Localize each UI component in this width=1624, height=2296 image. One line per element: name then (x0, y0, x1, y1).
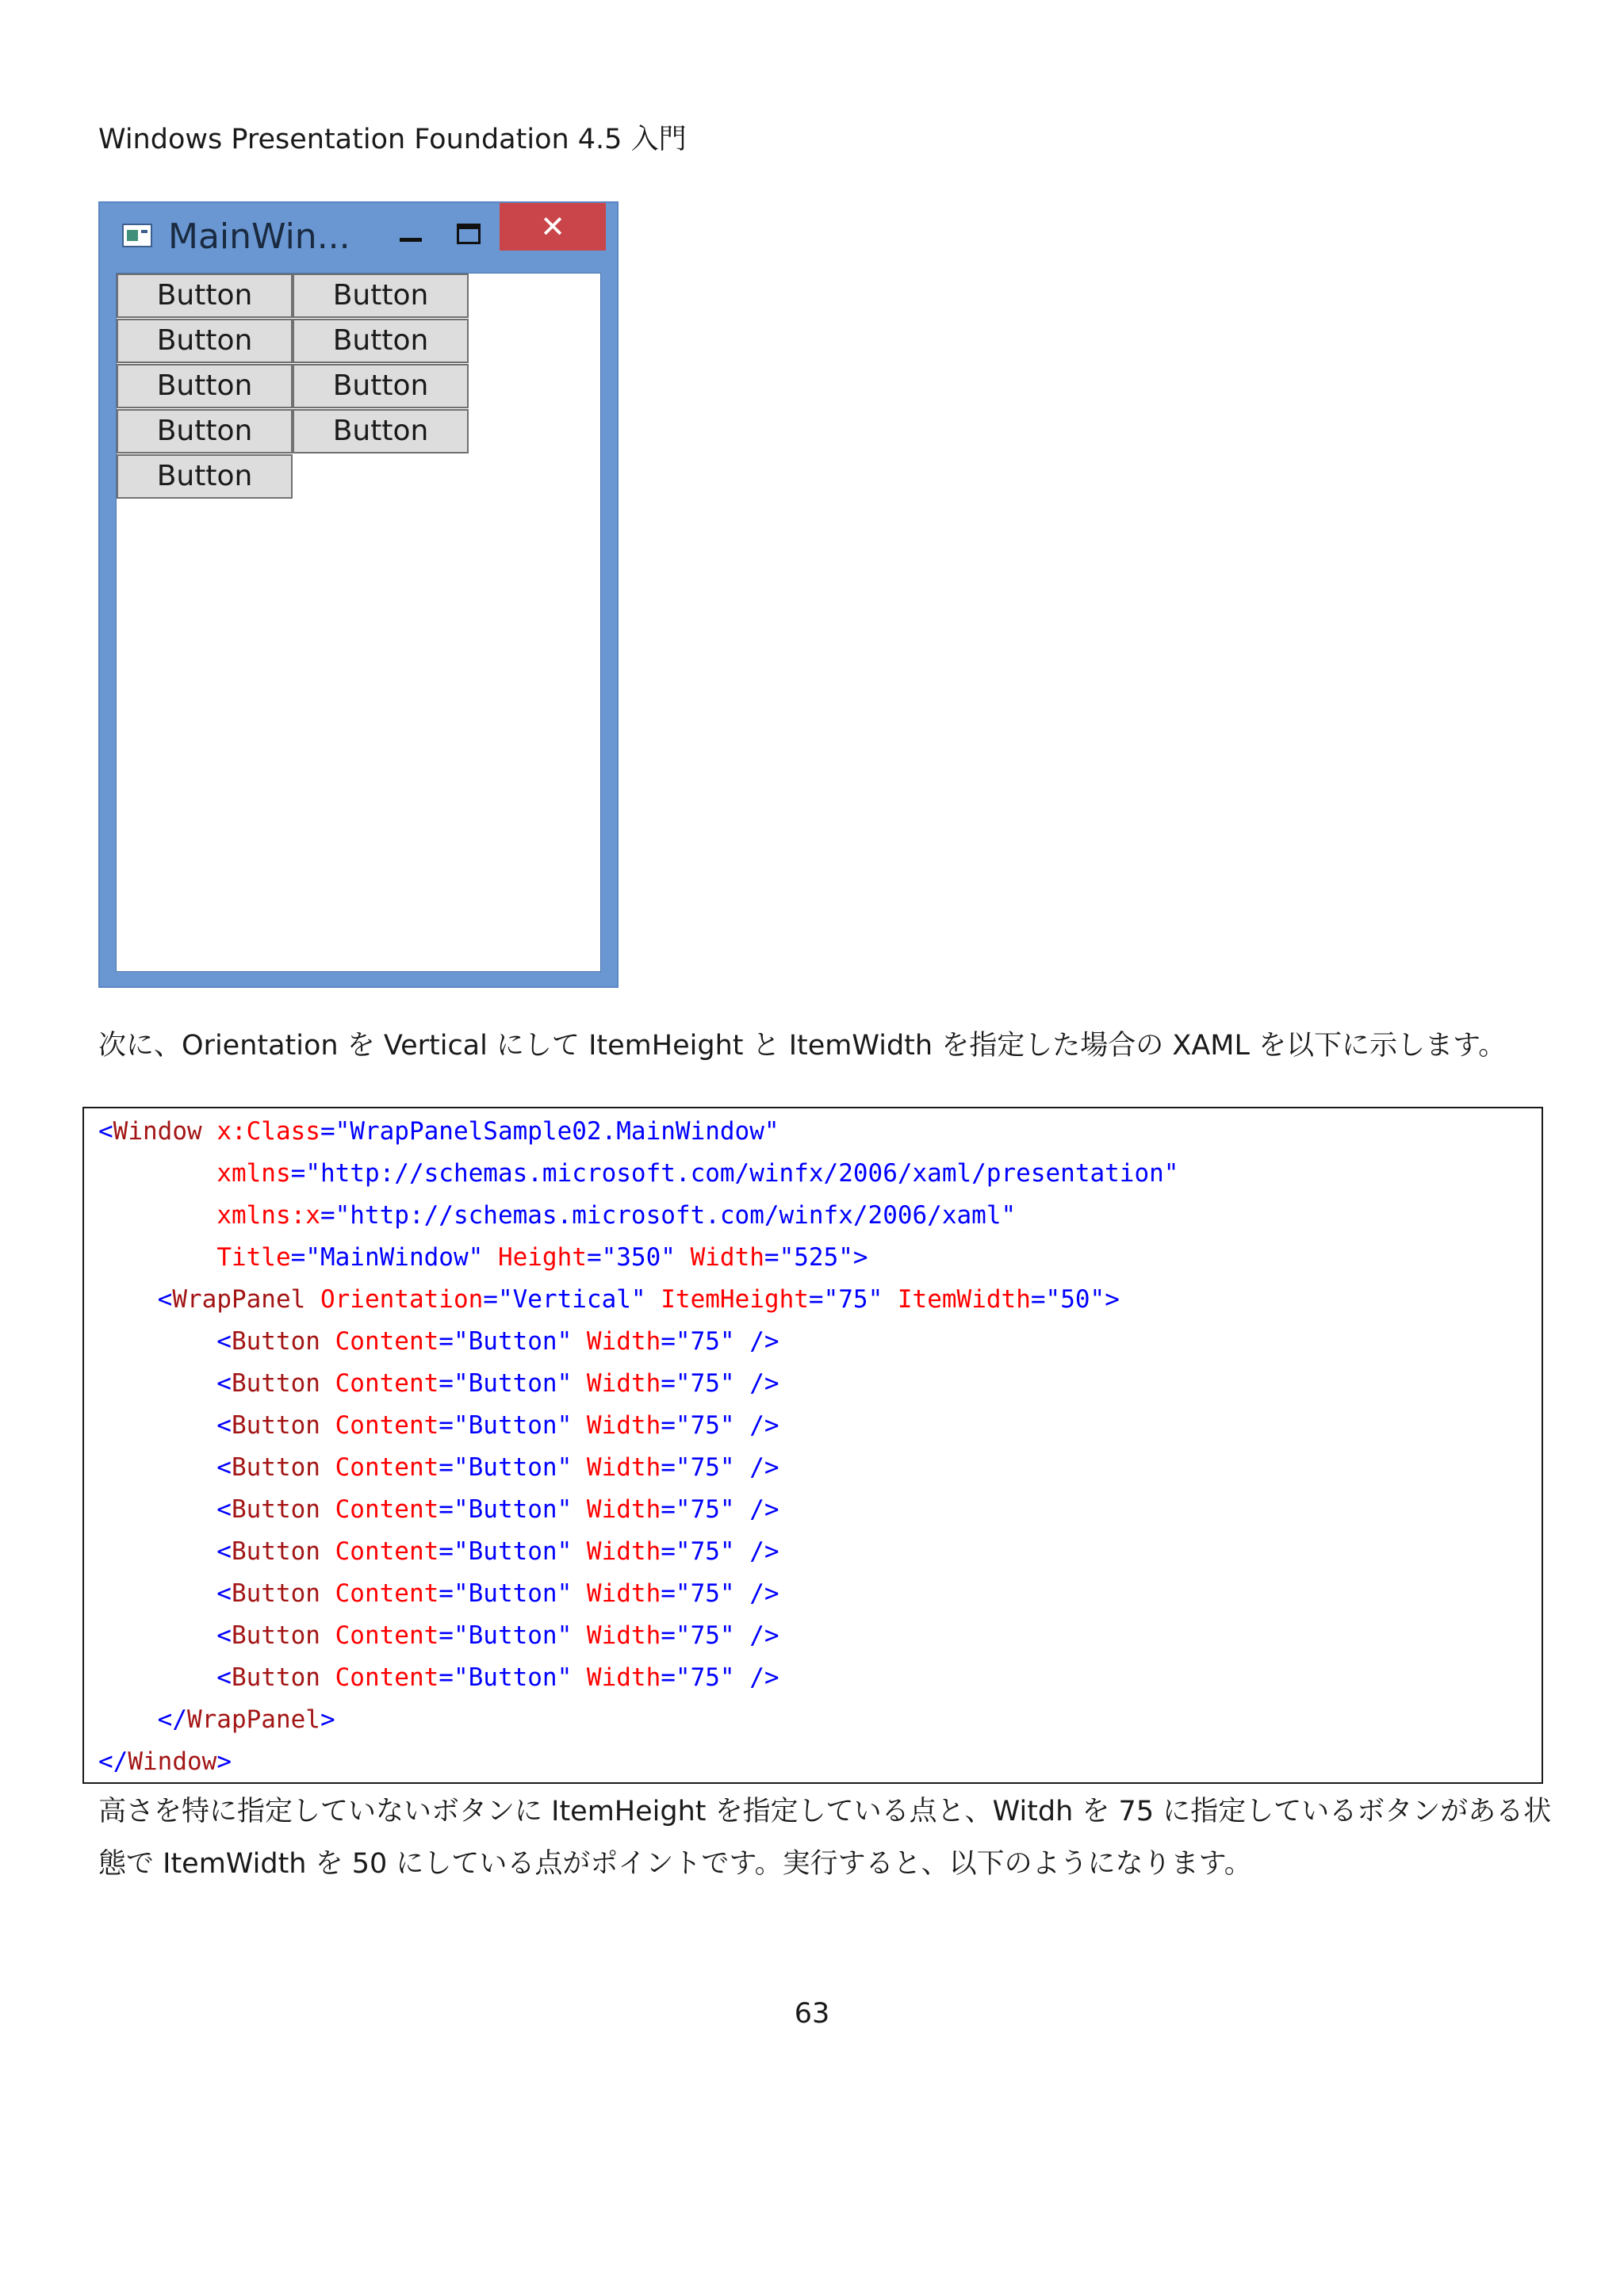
code-token: Button (231, 1327, 320, 1356)
code-token: "Button" (453, 1537, 573, 1566)
code-token: Button (231, 1537, 320, 1566)
wrap-panel-button[interactable]: Button (293, 319, 469, 363)
code-token: Title (216, 1243, 291, 1272)
code-token: < (98, 1495, 232, 1524)
code-token: "350" (601, 1243, 676, 1272)
code-line (98, 1657, 779, 1699)
code-token: WrapPanel (186, 1705, 320, 1734)
code-token: Height (483, 1243, 587, 1272)
code-token: = (661, 1495, 676, 1524)
code-token: Width (572, 1327, 661, 1356)
code-token: = (439, 1327, 454, 1356)
close-button[interactable]: ✕ (500, 203, 606, 251)
window-title: MainWin... (168, 216, 350, 257)
code-token: Width (572, 1621, 661, 1650)
running-header: Windows Presentation Foundation 4.5 入門 (98, 124, 687, 155)
code-token: "Button" (453, 1663, 573, 1692)
code-token: = (661, 1621, 676, 1650)
code-line (98, 1615, 779, 1657)
code-token: WrapPanel (172, 1285, 306, 1314)
code-token: = (586, 1243, 602, 1272)
code-token: Window (113, 1117, 202, 1146)
code-token: < (98, 1537, 232, 1566)
explanation-line-1: 高さを特に指定していないボタンに ItemHeight を指定している点と、Witdh を 75 に指定しているボタンがある状 (98, 1796, 1552, 1827)
code-token: "Button" (453, 1327, 573, 1356)
code-token: "75" (675, 1579, 735, 1608)
code-token: Button (231, 1495, 320, 1524)
code-token: = (439, 1537, 454, 1566)
explanation-line-2: 態で ItemWidth を 50 にしている点がポイントです。実行すると、以下のようになります。 (98, 1848, 1252, 1880)
code-token: = (439, 1369, 454, 1398)
code-token: = (661, 1327, 676, 1356)
code-token: "75" (675, 1663, 735, 1692)
code-token: = (661, 1411, 676, 1440)
code-token: Content (320, 1327, 439, 1356)
code-token: < (98, 1579, 232, 1608)
code-token: Width (572, 1453, 661, 1482)
code-token: Content (320, 1411, 439, 1440)
code-token: Content (320, 1495, 439, 1524)
code-token: = (661, 1537, 676, 1566)
code-token: Content (320, 1453, 439, 1482)
xaml-code-listing (82, 1107, 1543, 1784)
wrap-panel-button[interactable]: Button (117, 364, 293, 408)
code-token: Button (231, 1453, 320, 1482)
code-token: = (439, 1579, 454, 1608)
code-token: Content (320, 1663, 439, 1692)
code-token: Button (231, 1663, 320, 1692)
code-token: "75" (823, 1285, 883, 1314)
code-token: > (1105, 1285, 1120, 1314)
code-token: = (808, 1285, 824, 1314)
code-token: "75" (675, 1369, 735, 1398)
code-token: Button (231, 1369, 320, 1398)
wrap-panel-button[interactable]: Button (293, 274, 469, 318)
code-token: Width (572, 1411, 661, 1440)
code-token: ItemWidth (883, 1285, 1031, 1314)
code-line (98, 1699, 335, 1741)
wrap-panel-button[interactable]: Button (117, 454, 293, 499)
page-number: 63 (794, 1998, 830, 2030)
minimize-icon[interactable] (395, 219, 430, 251)
code-token: = (290, 1159, 306, 1188)
code-token: = (439, 1495, 454, 1524)
code-token: < (98, 1453, 232, 1482)
code-token: "Button" (453, 1453, 573, 1482)
code-token: = (320, 1201, 335, 1230)
code-token: Orientation (305, 1285, 484, 1314)
code-token: Width (572, 1537, 661, 1566)
code-token: Content (320, 1621, 439, 1650)
code-token: Width (572, 1495, 661, 1524)
code-token: = (661, 1369, 676, 1398)
code-token: = (439, 1663, 454, 1692)
code-token: ItemHeight (645, 1285, 809, 1314)
code-token: /> (734, 1411, 779, 1440)
code-token: "Button" (453, 1621, 573, 1650)
code-line (98, 1489, 779, 1531)
wrap-panel-button[interactable]: Button (293, 409, 469, 453)
code-token: Window (128, 1747, 217, 1776)
code-token: < (98, 1663, 232, 1692)
wrap-panel (116, 273, 601, 972)
code-token: x:Class (201, 1117, 320, 1146)
code-line (98, 1741, 232, 1783)
code-token: < (98, 1285, 173, 1314)
intro-paragraph: 次に、Orientation を Vertical にして ItemHeight と ItemWidth を指定した場合の XAML を以下に示します。 (98, 1030, 1507, 1062)
code-token (98, 1243, 216, 1272)
code-token: "http://schemas.microsoft.com/winfx/2006/xaml/presentation" (305, 1159, 1179, 1188)
code-token: Button (231, 1579, 320, 1608)
main-window-screenshot (98, 201, 619, 988)
code-token: "75" (675, 1411, 735, 1440)
code-line (98, 1405, 779, 1447)
code-line (98, 1195, 1016, 1237)
code-token: /> (734, 1369, 779, 1398)
code-line (98, 1363, 779, 1405)
code-token: /> (734, 1663, 779, 1692)
code-token: xmlns (216, 1159, 291, 1188)
code-line (98, 1279, 1120, 1321)
code-token: "75" (675, 1621, 735, 1650)
code-token: "525" (779, 1243, 853, 1272)
code-token: < (98, 1369, 232, 1398)
code-token: = (483, 1285, 498, 1314)
code-token: = (1030, 1285, 1046, 1314)
code-token (98, 1159, 216, 1188)
code-line (98, 1237, 868, 1279)
code-token: xmlns:x (216, 1201, 320, 1230)
code-token: = (661, 1663, 676, 1692)
code-token: Width (675, 1243, 764, 1272)
code-token: < (98, 1327, 232, 1356)
window-app-icon (122, 224, 152, 247)
code-token: "Vertical" (497, 1285, 646, 1314)
code-token: "Button" (453, 1495, 573, 1524)
code-token: > (320, 1705, 335, 1734)
code-line (98, 1573, 779, 1615)
code-token: = (661, 1453, 676, 1482)
maximize-icon[interactable] (452, 219, 487, 251)
wrap-panel-button[interactable]: Button (117, 409, 293, 453)
code-line (98, 1153, 1178, 1195)
code-token: Content (320, 1579, 439, 1608)
code-token: < (98, 1117, 113, 1146)
code-token: Width (572, 1663, 661, 1692)
code-token: "Button" (453, 1579, 573, 1608)
code-token: </ (98, 1747, 128, 1776)
code-token: /> (734, 1453, 779, 1482)
code-line (98, 1531, 779, 1573)
code-token: "http://schemas.microsoft.com/winfx/2006/xaml" (335, 1201, 1017, 1230)
code-token: "MainWindow" (305, 1243, 484, 1272)
wrap-panel-button[interactable]: Button (117, 319, 293, 363)
code-token: "Button" (453, 1411, 573, 1440)
code-token: </ (98, 1705, 187, 1734)
code-token: "75" (675, 1537, 735, 1566)
code-token: /> (734, 1495, 779, 1524)
code-token: "75" (675, 1327, 735, 1356)
code-token: Content (320, 1537, 439, 1566)
code-token: = (439, 1453, 454, 1482)
code-token: Width (572, 1369, 661, 1398)
code-token (98, 1201, 216, 1230)
code-token: = (661, 1579, 676, 1608)
code-token: > (216, 1747, 232, 1776)
code-token: "Button" (453, 1369, 573, 1398)
code-token: /> (734, 1537, 779, 1566)
code-token: Content (320, 1369, 439, 1398)
code-token: < (98, 1621, 232, 1650)
code-token: Width (572, 1579, 661, 1608)
window-title-bar (100, 203, 617, 271)
code-token: Button (231, 1621, 320, 1650)
code-token: "75" (675, 1453, 735, 1482)
code-token: /> (734, 1621, 779, 1650)
code-token: < (98, 1411, 232, 1440)
code-line (98, 1111, 779, 1153)
code-token: /> (734, 1327, 779, 1356)
code-token: = (290, 1243, 306, 1272)
code-token: "75" (675, 1495, 735, 1524)
code-token: > (852, 1243, 868, 1272)
code-token: Button (231, 1411, 320, 1440)
wrap-panel-button[interactable]: Button (117, 274, 293, 318)
code-token: = (764, 1243, 779, 1272)
code-token: = (320, 1117, 335, 1146)
code-token: /> (734, 1579, 779, 1608)
code-token: = (439, 1621, 454, 1650)
wrap-panel-button[interactable]: Button (293, 364, 469, 408)
code-line (98, 1321, 779, 1363)
code-token: = (439, 1411, 454, 1440)
code-line (98, 1447, 779, 1489)
code-token: "WrapPanelSample02.MainWindow" (335, 1117, 779, 1146)
code-token: "50" (1045, 1285, 1105, 1314)
